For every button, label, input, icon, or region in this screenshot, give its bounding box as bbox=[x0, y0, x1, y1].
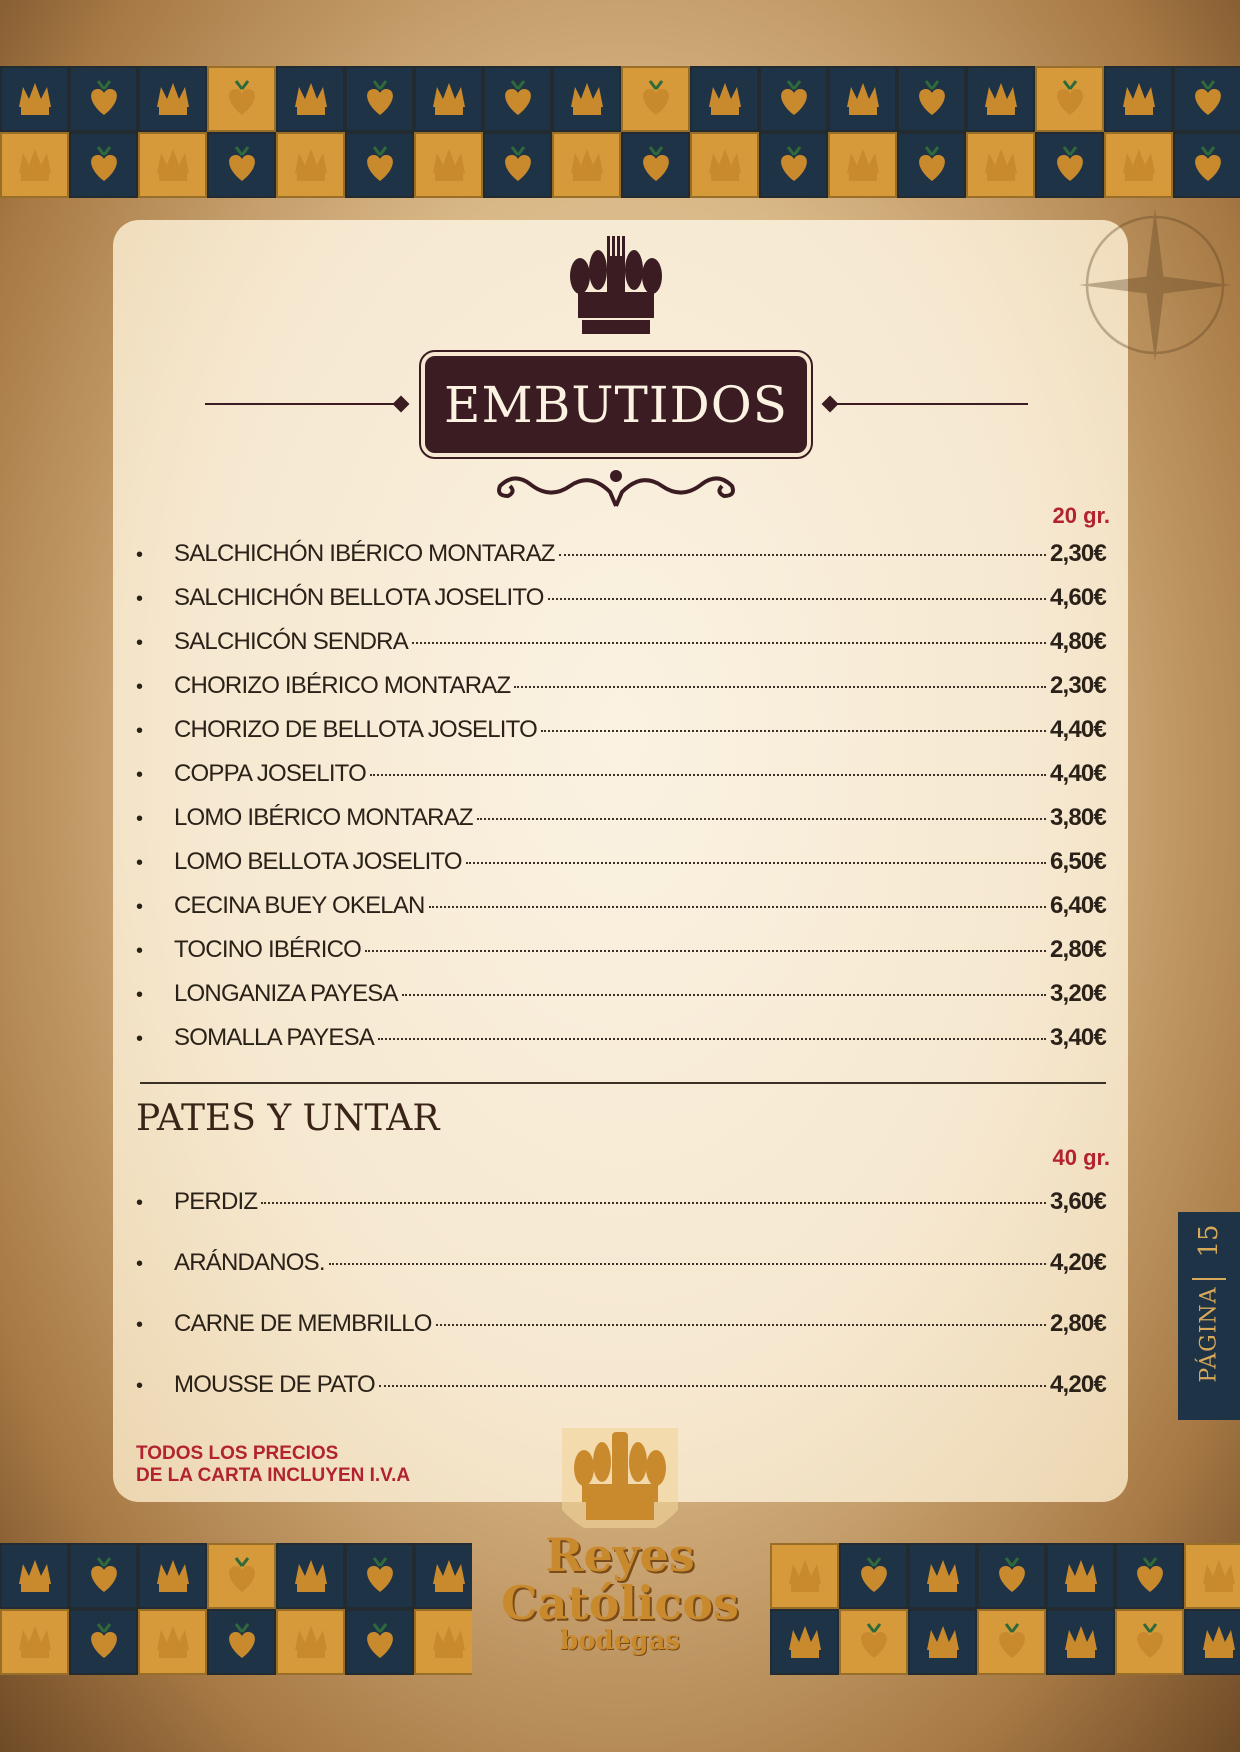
crown-icon bbox=[276, 1609, 345, 1675]
heart-leaf-icon bbox=[839, 1543, 908, 1609]
crown-icon bbox=[414, 66, 483, 132]
heart-leaf-icon bbox=[345, 1543, 414, 1609]
bullet: • bbox=[136, 632, 143, 654]
crown-icon bbox=[966, 66, 1035, 132]
brand-logo bbox=[482, 1418, 758, 1698]
menu-item bbox=[136, 1024, 1106, 1058]
crown-icon bbox=[276, 132, 345, 198]
heart-leaf-icon bbox=[621, 132, 690, 198]
menu-item-price: 6,50€ bbox=[1049, 848, 1106, 875]
page-number-tab bbox=[1178, 1212, 1240, 1420]
menu-item-price: 2,80€ bbox=[1049, 936, 1106, 963]
heart-leaf-icon bbox=[483, 66, 552, 132]
heart-leaf-icon bbox=[69, 132, 138, 198]
crown-icon bbox=[1184, 1543, 1240, 1609]
compass-rose-icon bbox=[1070, 200, 1240, 370]
menu-item-name: COPPA JOSELITO bbox=[174, 760, 366, 787]
bullet: • bbox=[136, 588, 143, 610]
crown-icon bbox=[0, 132, 69, 198]
tile-row bbox=[0, 1609, 472, 1675]
menu-item-name: LOMO BELLOTA JOSELITO bbox=[174, 848, 462, 875]
menu-item-price: 2,80€ bbox=[1049, 1310, 1106, 1337]
menu-item-name: TOCINO IBÉRICO bbox=[174, 936, 362, 963]
pates-unit: 40 gr. bbox=[1052, 1145, 1110, 1170]
menu-item-name: SALCHICHÓN BELLOTA JOSELITO bbox=[174, 584, 544, 611]
logo-crown-icon bbox=[562, 1428, 678, 1528]
page-label: PÁGINA bbox=[1196, 1286, 1222, 1383]
menu-item-name: LOMO IBÉRICO MONTARAZ bbox=[174, 804, 473, 831]
heart-leaf-icon bbox=[345, 1609, 414, 1675]
menu-item-price: 4,20€ bbox=[1049, 1249, 1106, 1276]
logo-line1: Reyes bbox=[545, 1528, 695, 1582]
bullet: • bbox=[136, 1028, 143, 1050]
menu-item bbox=[136, 1371, 1106, 1405]
menu-item bbox=[136, 672, 1106, 706]
crown-icon bbox=[1104, 66, 1173, 132]
bullet: • bbox=[136, 1375, 143, 1397]
menu-item-price: 4,60€ bbox=[1049, 584, 1106, 611]
crown-icon bbox=[138, 1543, 207, 1609]
tile-row bbox=[0, 132, 1240, 198]
crown-icon bbox=[1046, 1543, 1115, 1609]
crown-icon bbox=[138, 1609, 207, 1675]
menu-item bbox=[136, 716, 1106, 750]
heart-leaf-icon bbox=[207, 132, 276, 198]
menu-item bbox=[136, 540, 1106, 574]
menu-item-name: CHORIZO IBÉRICO MONTARAZ bbox=[174, 672, 511, 699]
tile-row bbox=[0, 66, 1240, 132]
menu-item bbox=[136, 1310, 1106, 1344]
flourish-ornament-icon bbox=[490, 462, 742, 510]
crown-icon bbox=[414, 1609, 472, 1675]
leader-dots bbox=[548, 598, 1046, 600]
heart-leaf-icon bbox=[207, 1543, 276, 1609]
bottom-decorative-border-left bbox=[0, 1543, 472, 1675]
crown-icon bbox=[414, 132, 483, 198]
bullet: • bbox=[136, 852, 143, 874]
tile-row bbox=[770, 1543, 1240, 1609]
heart-leaf-icon bbox=[1173, 132, 1240, 198]
heart-leaf-icon bbox=[345, 66, 414, 132]
crown-icon bbox=[828, 132, 897, 198]
leader-dots bbox=[466, 862, 1046, 864]
menu-item bbox=[136, 584, 1106, 618]
section-title: EMBUTIDOS bbox=[443, 375, 788, 434]
vat-note-line1: TODOS LOS PRECIOS bbox=[136, 1443, 339, 1464]
menu-item-name: PERDIZ bbox=[174, 1188, 258, 1215]
heart-leaf-icon bbox=[69, 1543, 138, 1609]
menu-item-name: SALCHICÓN SENDRA bbox=[174, 628, 408, 655]
embutidos-unit: 20 gr. bbox=[1052, 503, 1110, 528]
menu-item-price: 3,40€ bbox=[1049, 1024, 1106, 1051]
bottom-decorative-border-right bbox=[770, 1543, 1240, 1675]
bullet: • bbox=[136, 764, 143, 786]
crown-icon bbox=[276, 1543, 345, 1609]
bullet: • bbox=[136, 676, 143, 698]
heart-leaf-icon bbox=[1115, 1609, 1184, 1675]
tile-row bbox=[0, 1543, 472, 1609]
bullet: • bbox=[136, 1192, 143, 1214]
crown-icon bbox=[0, 1543, 69, 1609]
crown-icon bbox=[966, 132, 1035, 198]
crown-icon bbox=[828, 66, 897, 132]
tile-row bbox=[770, 1609, 1240, 1675]
leader-dots bbox=[329, 1263, 1046, 1265]
menu-item-name: LONGANIZA PAYESA bbox=[174, 980, 398, 1007]
crown-icon bbox=[908, 1609, 977, 1675]
crown-icon bbox=[138, 66, 207, 132]
leader-dots bbox=[412, 642, 1046, 644]
menu-item-name: CARNE DE MEMBRILLO bbox=[174, 1310, 432, 1337]
menu-item-price: 6,40€ bbox=[1049, 892, 1106, 919]
menu-item bbox=[136, 760, 1106, 794]
heart-leaf-icon bbox=[483, 132, 552, 198]
crown-icon bbox=[0, 1609, 69, 1675]
menu-item-price: 3,80€ bbox=[1049, 804, 1106, 831]
menu-item bbox=[136, 1188, 1106, 1222]
menu-item bbox=[136, 848, 1106, 882]
heart-leaf-icon bbox=[977, 1609, 1046, 1675]
menu-item-name: CECINA BUEY OKELAN bbox=[174, 892, 425, 919]
page-number: 15 bbox=[1194, 1224, 1224, 1258]
menu-item-price: 3,20€ bbox=[1049, 980, 1106, 1007]
title-rule-right bbox=[828, 403, 1028, 405]
heart-leaf-icon bbox=[759, 66, 828, 132]
menu-item-name: MOUSSE DE PATO bbox=[174, 1371, 375, 1398]
heart-leaf-icon bbox=[69, 1609, 138, 1675]
menu-item bbox=[136, 936, 1106, 970]
crown-icon bbox=[770, 1543, 839, 1609]
leader-dots bbox=[541, 730, 1046, 732]
leader-dots bbox=[379, 1385, 1046, 1387]
bullet: • bbox=[136, 808, 143, 830]
vat-note-line2: DE LA CARTA INCLUYEN I.V.A bbox=[136, 1465, 411, 1486]
crown-icon bbox=[690, 66, 759, 132]
heart-leaf-icon bbox=[207, 1609, 276, 1675]
heart-leaf-icon bbox=[1035, 132, 1104, 198]
menu-item-price: 4,40€ bbox=[1049, 716, 1106, 743]
menu-item bbox=[136, 628, 1106, 662]
logo-line2: Católicos bbox=[501, 1576, 739, 1630]
menu-item-name: CHORIZO DE BELLOTA JOSELITO bbox=[174, 716, 537, 743]
leader-dots bbox=[429, 906, 1046, 908]
bullet: • bbox=[136, 984, 143, 1006]
menu-item-price: 4,80€ bbox=[1049, 628, 1106, 655]
heart-leaf-icon bbox=[897, 66, 966, 132]
menu-item bbox=[136, 980, 1106, 1014]
crown-icon bbox=[690, 132, 759, 198]
vat-note bbox=[136, 1443, 410, 1487]
top-decorative-border bbox=[0, 66, 1240, 198]
bullet: • bbox=[136, 940, 143, 962]
heart-leaf-icon bbox=[207, 66, 276, 132]
heart-leaf-icon bbox=[839, 1609, 908, 1675]
bullet: • bbox=[136, 1314, 143, 1336]
leader-dots bbox=[559, 554, 1046, 556]
crown-icon bbox=[552, 66, 621, 132]
menu-item bbox=[136, 892, 1106, 926]
heart-leaf-icon bbox=[1035, 66, 1104, 132]
leader-dots bbox=[402, 994, 1046, 996]
menu-item-name: ARÁNDANOS. bbox=[174, 1249, 325, 1276]
crown-icon bbox=[414, 1543, 472, 1609]
menu-item-price: 4,20€ bbox=[1049, 1371, 1106, 1398]
leader-dots bbox=[261, 1202, 1046, 1204]
section-divider bbox=[140, 1082, 1106, 1084]
title-rule-left bbox=[205, 403, 405, 405]
menu-item bbox=[136, 804, 1106, 838]
bullet: • bbox=[136, 544, 143, 566]
pates-title: PATES Y UNTAR bbox=[136, 1098, 440, 1139]
crown-icon bbox=[276, 66, 345, 132]
heart-leaf-icon bbox=[345, 132, 414, 198]
menu-item-price: 2,30€ bbox=[1049, 540, 1106, 567]
heart-leaf-icon bbox=[1115, 1543, 1184, 1609]
heart-leaf-icon bbox=[977, 1543, 1046, 1609]
leader-dots bbox=[477, 818, 1046, 820]
crown-icon bbox=[0, 66, 69, 132]
leader-dots bbox=[436, 1324, 1046, 1326]
menu-item bbox=[136, 1249, 1106, 1283]
crown-icon bbox=[1184, 1609, 1240, 1675]
menu-item-price: 4,40€ bbox=[1049, 760, 1106, 787]
crown-cutlery-icon bbox=[560, 232, 672, 340]
leader-dots bbox=[514, 686, 1046, 688]
crown-icon bbox=[552, 132, 621, 198]
heart-leaf-icon bbox=[621, 66, 690, 132]
bullet: • bbox=[136, 896, 143, 918]
crown-icon bbox=[138, 132, 207, 198]
bullet: • bbox=[136, 1253, 143, 1275]
heart-leaf-icon bbox=[1173, 66, 1240, 132]
leader-dots bbox=[365, 950, 1046, 952]
menu-item-name: SALCHICHÓN IBÉRICO MONTARAZ bbox=[174, 540, 555, 567]
crown-icon bbox=[1046, 1609, 1115, 1675]
menu-item-price: 3,60€ bbox=[1049, 1188, 1106, 1215]
logo-line3: bodegas bbox=[560, 1626, 680, 1656]
heart-leaf-icon bbox=[759, 132, 828, 198]
heart-leaf-icon bbox=[897, 132, 966, 198]
crown-icon bbox=[1104, 132, 1173, 198]
crown-icon bbox=[770, 1609, 839, 1675]
bullet: • bbox=[136, 720, 143, 742]
menu-item-price: 2,30€ bbox=[1049, 672, 1106, 699]
section-title-box bbox=[421, 352, 811, 457]
heart-leaf-icon bbox=[69, 66, 138, 132]
menu-item-name: SOMALLA PAYESA bbox=[174, 1024, 375, 1051]
leader-dots bbox=[370, 774, 1046, 776]
leader-dots bbox=[378, 1038, 1046, 1040]
crown-icon bbox=[908, 1543, 977, 1609]
